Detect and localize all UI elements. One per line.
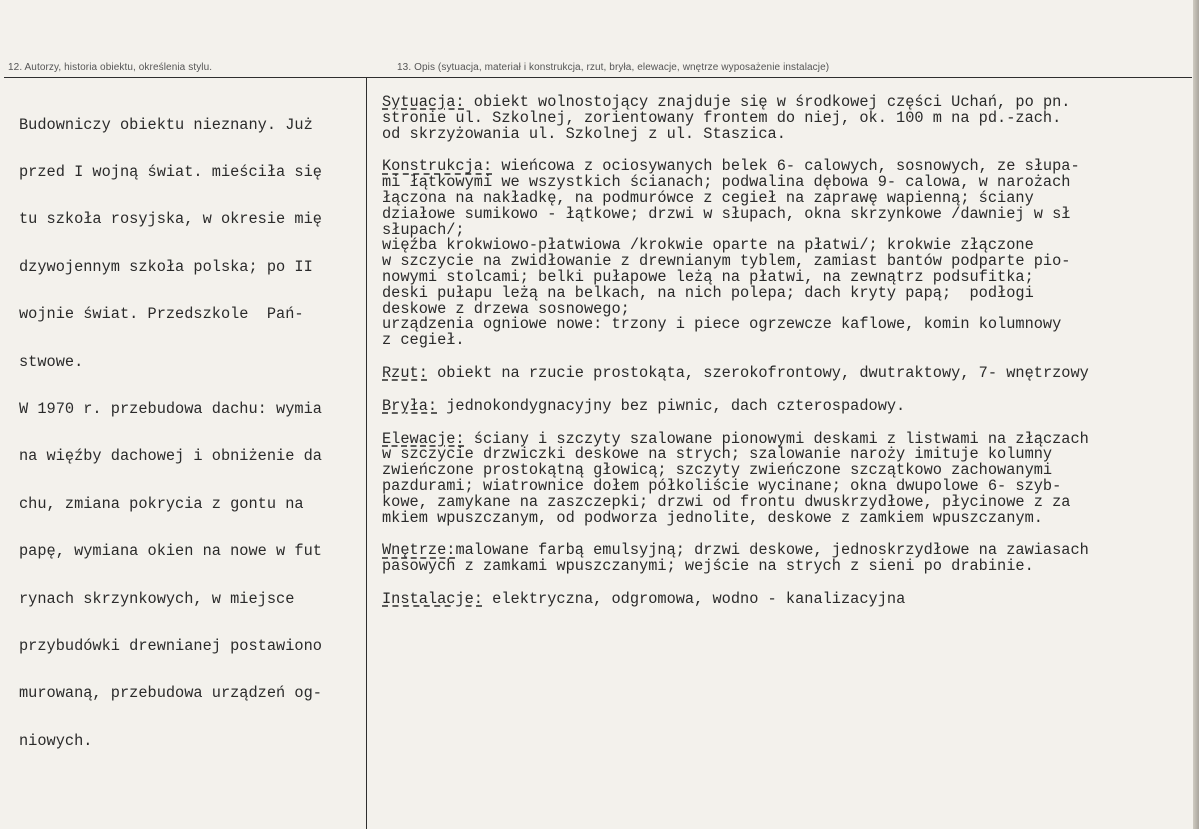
column-divider — [366, 77, 367, 829]
description-line: w szczycie drzwiczki deskowe na strych; szalowanie naroży imituje kolumny — [382, 445, 1053, 464]
right-header-rule — [366, 77, 1192, 78]
description-line: od skrzyżowania ul. Szkolnej z ul. Staszica. — [382, 124, 786, 143]
description-line: zwieńczone prostokątną głowicą; szczyty zwieńczone szczątkowo zachowanymi — [382, 461, 1053, 480]
description-line: więźba krokwiowo-płatwiowa /krokwie oparte na płatwi/; krokwie złączone — [382, 236, 1034, 255]
history-line: dzywojennym szkoła polska; po II — [19, 257, 313, 276]
description-section — [382, 95, 1192, 142]
description-line: deskowe z drzewa sosnowego; — [382, 299, 630, 318]
section-label: Wnętrze: — [382, 541, 456, 560]
section-text: obiekt wolnostojący znajduje się w środkowej części Uchań, po pn. — [464, 93, 1071, 111]
description-section — [382, 589, 1192, 608]
description-line: słupach/; — [382, 220, 465, 239]
history-line: przed I wojną świat. mieściła się — [19, 162, 322, 181]
section-text: malowane farbą emulsyjną; drzwi deskowe, jednoskrzydłowe na zawiasach — [455, 541, 1089, 560]
section-text: ściany i szczyty szalowane pionowymi deskami z listwami na złączach — [464, 429, 1089, 448]
history-line: wojnie świat. Przedszkole Pań- — [19, 305, 304, 324]
history-line: Budowniczy obiektu nieznany. Już — [19, 115, 313, 134]
description-line: mkiem wpuszczanym, od podworza jednolite, deskowe z zamkiem wpuszczanym. — [382, 508, 1043, 527]
description-line: nowymi stolcami; belki pułapowe leżą na płatwi, na zewnątrz podsufitka; — [382, 267, 1034, 286]
section-label: Sytuacja: — [382, 93, 465, 111]
history-line: niowych. — [19, 731, 93, 750]
section-label: Rzut: — [382, 363, 428, 382]
description-line — [382, 396, 1192, 415]
section-13-heading: 13. Opis (sytuacja, materiał i konstrukcja, rzut, bryła, elewacje, wnętrze wyposażenie instalacje) — [397, 62, 830, 73]
description-line: łączona na nakładkę, na podmurówce z cegieł na zaprawę wapienną; ściany — [382, 188, 1034, 207]
history-line: stwowe. — [19, 352, 84, 371]
description-line: mi łątkowymi we wszystkich ścianach; podwalina dębowa 9- calowa, w narożach — [382, 173, 1071, 192]
description-line: w szczycie na zwidłowanie z drewnianym tyblem, zamiast bantów podparte pio- — [382, 252, 1071, 271]
description-line — [382, 589, 1192, 608]
section-text: elektryczna, odgromowa, wodno - kanalizacyjna — [482, 589, 906, 608]
section-text: obiekt na rzucie prostokąta, szerokofrontowy, dwutraktowy, 7- wnętrzowy — [427, 363, 1089, 382]
description-section — [382, 363, 1192, 382]
section-label: Bryła: — [382, 396, 438, 415]
card-edge — [1193, 0, 1199, 829]
description-line: z cegieł. — [382, 331, 465, 350]
description-line: urządzenia ogniowe nowe: trzony i piece ogrzewcze kaflowe, komin kolumnowy — [382, 315, 1062, 334]
description-section — [382, 543, 1192, 575]
history-line: na więźby dachowej i obniżenie da — [19, 447, 322, 466]
description-line: stronie ul. Szkolnej, zorientowany frontem do niej, ok. 100 m na pd.-zach. — [382, 108, 1062, 127]
history-line: rynach skrzynkowych, w miejsce — [19, 589, 295, 608]
history-text — [19, 86, 364, 781]
history-line: papę, wymiana okien na nowe w fut — [19, 542, 322, 561]
section-12-heading: 12. Autorzy, historia obiektu, określenia stylu. — [8, 62, 213, 73]
section-label: Konstrukcja: — [382, 157, 493, 176]
description-section — [382, 429, 1192, 527]
left-header-rule — [4, 77, 366, 78]
history-line: przybudówki drewnianej postawiono — [19, 636, 322, 655]
description-line: działowe sumikowo - łątkowe; drzwi w słupach, okna skrzynkowe /dawniej w sł — [382, 204, 1071, 223]
section-label: Elewacje: — [382, 429, 465, 448]
description-line — [382, 363, 1192, 382]
section-text: wieńcowa z ociosywanych belek 6- calowych, sosnowych, ze słupa- — [492, 157, 1080, 176]
description-line: kowe, zamykane na zaszczepki; drzwi od frontu dwuskrzydłowe, płycinowe z za — [382, 492, 1071, 511]
description-line: pazdurami; wiatrownice dołem półkoliście wycinane; okna dwupolowe 6- szyb- — [382, 476, 1062, 495]
description-section — [382, 159, 1192, 349]
section-text: jednokondygnacyjny bez piwnic, dach czterospadowy. — [437, 396, 906, 415]
history-line: murowaną, przebudowa urządzeń og- — [19, 684, 322, 703]
description-section — [382, 396, 1192, 415]
history-line: chu, zmiana pokrycia z gontu na — [19, 494, 304, 513]
section-label: Instalacje: — [382, 589, 483, 608]
description-line: deski pułapu leżą na belkach, na nich polepa; dach kryty papą; podłogi — [382, 283, 1034, 302]
history-line: W 1970 r. przebudowa dachu: wymia — [19, 399, 322, 418]
description-line: pasowych z zamkami wpuszczanymi; wejście na strych z sieni po drabinie. — [382, 557, 1034, 576]
history-line: tu szkoła rosyjska, w okresie mię — [19, 210, 322, 229]
description-text — [382, 95, 1192, 625]
